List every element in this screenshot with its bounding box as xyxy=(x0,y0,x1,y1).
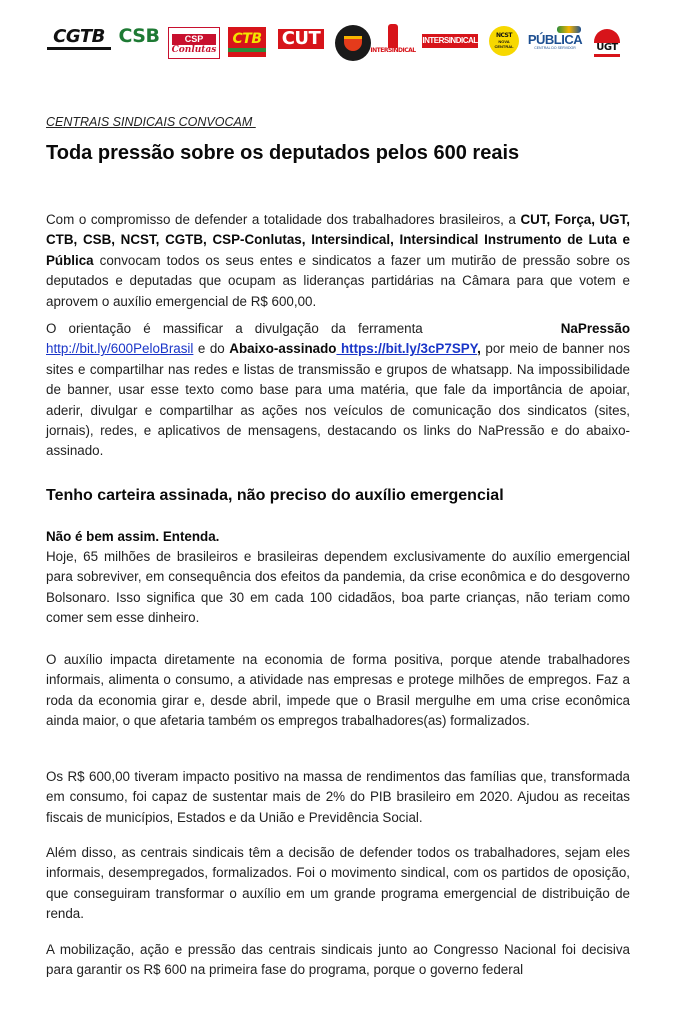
ncst-logo xyxy=(489,26,519,56)
intersindical-logo xyxy=(422,34,478,48)
csb-logo xyxy=(117,27,161,46)
ugt-logo xyxy=(592,26,622,60)
napressao-link[interactable]: http://bit.ly/600PeloBrasil xyxy=(46,341,194,357)
ctb-logo-stripe xyxy=(228,48,266,52)
forca-sindical-emblem-icon xyxy=(344,36,362,51)
section-subtitle: Tenho carteira assinada, não preciso do auxílio emergencial xyxy=(46,487,504,504)
ugt-logo-bar xyxy=(594,54,620,57)
union-logos-bar xyxy=(44,24,672,74)
text-span: e do xyxy=(193,341,230,357)
paragraph: Os R$ 600,00 tiveram impacto positivo na massa de rendimentos das famílias que, transformada em consumo, foi capaz de sustentar mais de 2% do PIB brasileiro em 2020. Ajudou as receitas fiscais de municípios, Estados e da União e Previdência Social. xyxy=(46,769,630,825)
csb-logo-text: CSB xyxy=(118,25,160,47)
text-span: O orientação é massificar a divulgação da ferramenta xyxy=(46,321,423,336)
cgtb-logo-text: CGTB xyxy=(53,26,105,47)
ctb-logo-text: CTB xyxy=(232,31,262,47)
paragraph-instructions xyxy=(46,319,630,462)
ugt-arc-icon xyxy=(594,29,620,43)
intersindical-instrumento-logo-text: INTERSINDICAL xyxy=(370,47,416,54)
article-title: Toda pressão sobre os deputados pelos 600 reais xyxy=(46,142,520,164)
comma: , xyxy=(477,341,481,357)
csp-logo-text: CSP xyxy=(172,34,216,45)
worker-figure-icon xyxy=(388,24,398,48)
abaixo-assinado-link[interactable]: https://bit.ly/3cP7SPY xyxy=(336,341,478,357)
csp-conlutas-logo xyxy=(168,27,220,59)
text-span: por meio de banner nos sites e compartilhar nas redes e listas de transmissão e grupos de whatsapp. Na impossibilidade de banner, usar esse texto como base para uma matéria, que fale da importância de apoiar, aderir, divulgar e compartilhar as ações nos veículos de comunicação dos sindicatos (sites, jornais), redes, e aplicativos de mensagens, destacando os links do NaPressão e do abaixo-assinado. xyxy=(46,341,630,459)
paragraph: Além disso, as centrais sindicais têm a decisão de defender todos os trabalhadores, sejam eles informais, desempregados, formalizados. Foi o movimento sindical, com os partidos de oposição, que conseguiram transformar o auxílio em um grande programa emergencial de distribuição de renda. xyxy=(46,845,630,922)
forca-sindical-logo xyxy=(335,25,371,61)
text-span: Com o compromisso de defender a totalidade dos trabalhadores brasileiros, a xyxy=(46,212,521,227)
cut-logo-text: CUT xyxy=(278,29,325,49)
ugt-logo-text: UGT xyxy=(596,42,618,53)
abaixo-assinado-label: Abaixo-assinado xyxy=(229,341,337,357)
cut-logo xyxy=(275,29,327,49)
ncst-logo-subtext: NOVA CENTRAL xyxy=(494,39,514,49)
intersindical-instrumento-logo xyxy=(370,24,416,54)
paragraph: A mobilização, ação e pressão das centrais sindicais junto ao Congresso Nacional foi decisiva para garantir os R$ 600 na primeira fase do programa, porque o governo federal xyxy=(46,942,630,978)
napressao-label: NaPressão xyxy=(560,321,630,336)
cgtb-logo-bar xyxy=(47,47,111,50)
paragraph: Hoje, 65 milhões de brasileiros e brasileiras dependem exclusivamente do auxílio emergencial para sobreviver, em consequência dos efeitos da pandemia, da crise econômica e do desgoverno Bolsonaro. Isso significa que 30 em cada 100 cidadãos, boa parte crianças, não teriam como comer sem esse dinheiro. xyxy=(46,549,630,626)
ncst-logo-text: NCST xyxy=(496,32,512,40)
union-names: CUT, Força, UGT, CTB, CSB, NCST, CGTB, CSP-Conlutas, Intersindical, Intersindical Instrumento de Luta e Pública xyxy=(46,212,630,268)
publica-logo-subtext: CENTRAL DO SERVIDOR xyxy=(534,46,576,50)
paragraph: O auxílio impacta diretamente na economia de forma positiva, porque atende trabalhadores informais, alimenta o consumo, a atividade nas empresas e protege milhões de empregos. Faz a roda da economia girar e, desde abril, impede que o Brasil mergulhe em uma crise econômica ainda maior, o que afetaria também os empregos trabalhadores(as) formalizados. xyxy=(46,652,630,729)
article-kicker: CENTRAIS SINDICAIS CONVOCAM xyxy=(46,115,256,129)
intersindical-logo-text: INTERSINDICAL xyxy=(422,36,478,45)
cgtb-logo xyxy=(46,28,112,50)
publica-logo xyxy=(529,26,581,51)
ctb-logo xyxy=(228,27,266,57)
publica-logo-text: PÚBLICA xyxy=(527,32,583,47)
conlutas-logo-text: Conlutas xyxy=(171,44,217,55)
paragraph-intro xyxy=(46,210,630,312)
lead-text: Não é bem assim. Entenda. xyxy=(46,529,220,544)
text-span: convocam todos os seus entes e sindicatos a fazer um mutirão de pressão sobre os deputados e deputadas que ocupam as lideranças partidárias na Câmara para que votem e aprovem o auxílio emergencial de R$ 600,00. xyxy=(46,252,630,309)
